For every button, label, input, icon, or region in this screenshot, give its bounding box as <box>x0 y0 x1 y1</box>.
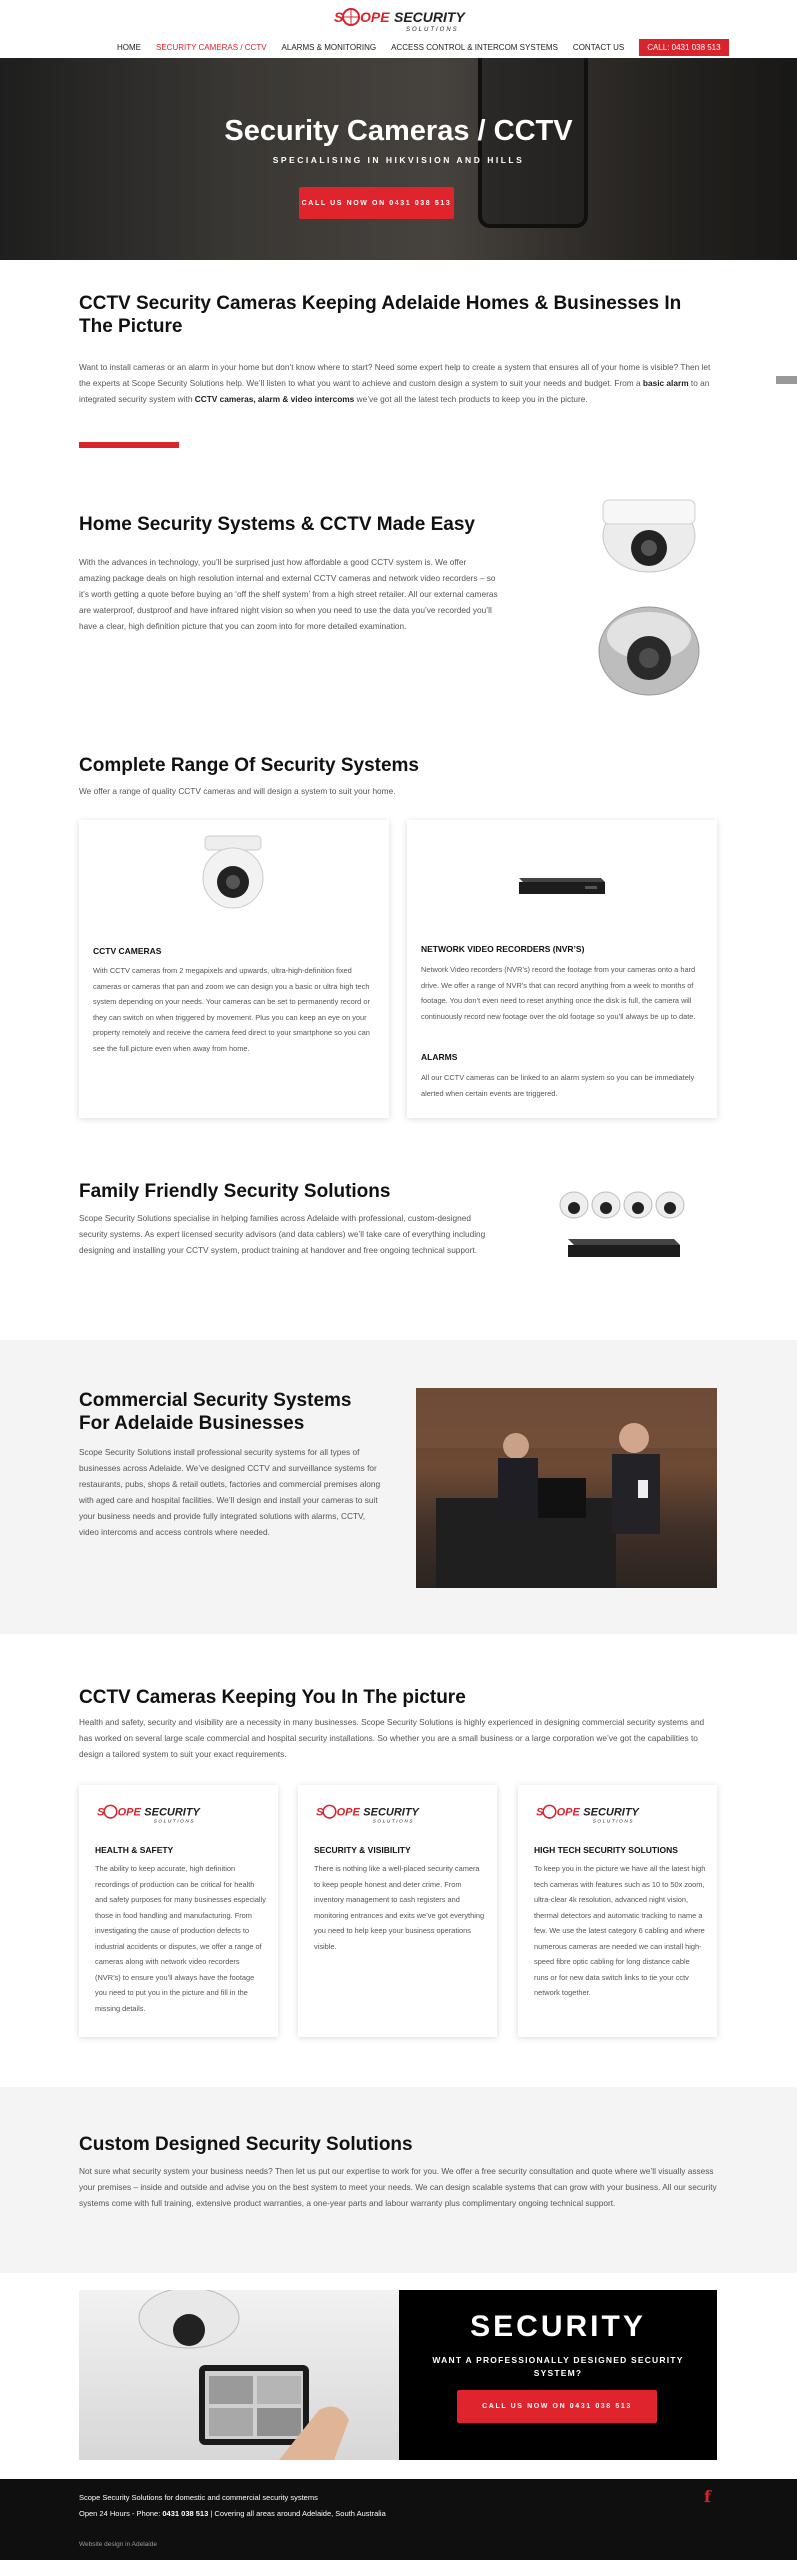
custom-text: Not sure what security system your business needs? Then let us put our expertise to work for you. We offer a free security consultation and quote where we’ll visually assess your premises – inside and outside and advise you on the best system to meet your needs. We can design scalable systems that can grow with your business. All our security systems come with full training, extensive product warranties, a one-year parts and labour warranty plus complimentary ongoing technical support. <box>79 2166 717 2208</box>
nav-call-button[interactable]: CALL: 0431 038 513 <box>639 39 728 56</box>
svg-text:OPE: OPE <box>336 1806 360 1819</box>
svg-text:S: S <box>536 1806 544 1819</box>
card-title: NETWORK VIDEO RECORDERS (NVR’S) <box>421 944 585 954</box>
svg-text:S: S <box>334 9 344 25</box>
footer-contact: Open 24 Hours - Phone: 0431 038 513 | Covering all areas around Adelaide, South Australia <box>79 2509 386 2518</box>
card-title: HIGH TECH SECURITY SOLUTIONS <box>534 1845 678 1855</box>
home-heading: Home Security Systems & CCTV Made Easy <box>79 514 475 535</box>
site-footer <box>0 2479 797 2560</box>
hero-subtitle: SPECIALISING IN HIKVISION AND HILLS <box>272 155 525 165</box>
card-logo <box>532 1803 644 1825</box>
section-divider <box>79 442 179 448</box>
svg-text:S: S <box>316 1806 324 1819</box>
svg-text:SECURITY: SECURITY <box>583 1806 639 1819</box>
camera-kit-image <box>558 1187 692 1263</box>
svg-text:SECURITY: SECURITY <box>144 1806 200 1819</box>
card-text: Network Video recorders (NVR’s) record the footage from your cameras onto a hard drive. We offer a range of NVR’s that can record anything from a week to months of footage. You don’t even need to reset anything once the disk is full, the camera will continuously record new footage over the old footage so you’ll always be up to date. <box>421 965 696 1021</box>
range-subtext: We offer a range of quality CCTV cameras and will design a system to suit your home. <box>79 786 396 796</box>
card-text: With CCTV cameras from 2 megapixels and upwards, ultra-high-definition fixed cameras or cameras that pan and zoom we can design you a basic or ultra high tech system depending on your needs. Your cameras can be set to permanently record or they can switch on when triggered by movement. Plus you can keep an eye on your property remotely and receive the camera feed direct to your smartphone so you can see the full picture even when away from home. <box>93 966 370 1053</box>
turret-camera-image <box>197 834 269 912</box>
main-nav <box>117 36 744 58</box>
svg-text:OPE: OPE <box>360 9 390 25</box>
card-text-alarms: All our CCTV cameras can be linked to an alarm system so you can be immediately alerted when certain events are triggered. <box>421 1073 695 1098</box>
nav-item-alarms[interactable]: ALARMS & MONITORING <box>281 42 377 52</box>
site-header <box>0 0 797 58</box>
commercial-text: Scope Security Solutions install professional security systems for all types of businesses across Adelaide. We’ve designed CCTV and surveillance systems for restaurants, pubs, shops & retail outlets, factories and commercial premises along with aged care and hospital facilities. We’ll design and install your cameras to suit your business needs and provide fully integrated solutions with alarms, CCTV, video intercoms and access controls where needed. <box>79 1447 381 1537</box>
nav-item-access-control[interactable]: ACCESS CONTROL & INTERCOM SYSTEMS <box>391 42 558 52</box>
card-logo <box>312 1803 424 1825</box>
nav-item-security-cameras[interactable]: SECURITY CAMERAS / CCTV <box>156 42 267 52</box>
dome-cameras-image <box>594 496 704 708</box>
banner-title: SECURITY <box>470 2310 646 2343</box>
nav-item-home[interactable]: HOME <box>117 42 141 52</box>
cta-banner <box>79 2290 717 2460</box>
card-logo <box>93 1803 205 1825</box>
footer-tagline: Scope Security Solutions for domestic and commercial security systems <box>79 2493 318 2502</box>
facebook-icon[interactable]: f <box>704 2487 711 2506</box>
card-text: There is nothing like a well-placed security camera to keep people honest and deter crime. From inventory management to cash registers and monitoring entrances and exits we’ve got everything you need to help keep your business operations visible. <box>314 1864 485 1951</box>
site-logo[interactable] <box>330 6 470 34</box>
card-text: To keep you in the picture we have all the latest high tech cameras with features such as 10 to 50x zoom, ultra-clear 4k resolution, advanced night vision, thermal detectors and automatic tracking to name a few. We use the latest category 6 cabling and where numerous cameras are needed we can install high-speed fibre optic cabling for long distance cable runs or for new data switch links to tie your cctv network together. <box>534 1864 706 1997</box>
card-subtitle-alarms: ALARMS <box>421 1052 458 1062</box>
svg-text:OPE: OPE <box>556 1806 580 1819</box>
commercial-heading: Commercial Security Systems For Adelaide Businesses <box>79 1390 352 1434</box>
card-title: HEALTH & SAFETY <box>95 1845 174 1855</box>
nav-item-contact[interactable]: CONTACT US <box>572 42 625 52</box>
family-text: Scope Security Solutions specialise in helping families across Adelaide with professional, custom-designed security systems. As expert licensed security advisors (and data cablers) we’ll take care of everything including designing and installing your CCTV system, product training at handover and free ongoing technical support. <box>79 1213 486 1255</box>
svg-text:SOLUTIONS: SOLUTIONS <box>406 27 459 33</box>
card-nvr <box>407 820 717 1118</box>
svg-text:SOLUTIONS: SOLUTIONS <box>372 1818 415 1824</box>
hero-title: Security Cameras / CCTV <box>224 115 573 147</box>
picture-text: Health and safety, security and visibility are a necessity in many businesses. Scope Security Solutions is highly experienced in designing commercial security systems and has worked on several large scale commercial and hospital security installations. So whether you are a small business or a large corporation we’ve got the capabilities to design a tailored system to suit your exact requirements. <box>79 1717 705 1759</box>
intro-text: Want to install cameras or an alarm in your home but don’t know where to start? Need some expert help to create a system that ensures all of your home is visible? Then let the experts at Scope Security Solutions help. We’ll listen to what you want to achieve and custom design a system to suit your needs and budget. From a basic alarm to an integrated security system with CCTV cameras, alarm & video intercoms we’ve got all the latest tech products to keep you in the picture. <box>79 362 711 404</box>
family-heading: Family Friendly Security Solutions <box>79 1181 391 1202</box>
side-tab[interactable] <box>776 376 797 384</box>
svg-text:SECURITY: SECURITY <box>394 9 465 25</box>
svg-text:S: S <box>97 1806 105 1819</box>
card-title: SECURITY & VISIBILITY <box>314 1845 411 1855</box>
footer-phone[interactable]: 0431 038 513 <box>162 2509 209 2518</box>
card-high-tech <box>518 1785 717 2037</box>
footer-credit-link[interactable]: Website design in Adelaide <box>79 2541 157 2548</box>
home-text: With the advances in technology, you’ll be surprised just how affordable a good CCTV system is. We offer amazing package deals on high resolution internal and external CCTV cameras and network video recorders – so it’s worth getting a quote before buying an ‘off the shelf system’ from a high street retailer. All our external cameras are waterproof, dustproof and have infrared night vision so when you need to use the data you’ve recorded you’ll have a clear, high definition picture that you can zoom into for more detailed examination. <box>79 557 498 631</box>
svg-text:SECURITY: SECURITY <box>363 1806 419 1819</box>
banner-camera-image <box>79 2290 399 2460</box>
custom-heading: Custom Designed Security Solutions <box>79 2134 413 2155</box>
nvr-recorder-image <box>515 870 607 896</box>
range-heading: Complete Range Of Security Systems <box>79 755 419 776</box>
svg-text:OPE: OPE <box>117 1806 141 1819</box>
card-health-safety <box>79 1785 278 2037</box>
commercial-reception-photo <box>416 1388 717 1588</box>
card-text: The ability to keep accurate, high definition recordings of production can be critical for health and safety purposes for many businesses especially those in food handling and manufacturing. From investigating the cause of production defects to industrial accidents or disputes, we offer a range of cameras along with network video recorders (NVR’s) to ensure you’ll always have the footage you need to put you in the picture and fill in the missing details. <box>95 1864 266 2013</box>
hero-banner <box>0 58 797 260</box>
intro-heading: CCTV Security Cameras Keeping Adelaide Homes & Businesses In The Picture <box>79 293 682 337</box>
card-cctv-cameras <box>79 820 389 1118</box>
svg-text:SOLUTIONS: SOLUTIONS <box>592 1818 635 1824</box>
banner-subtitle: WANT A PROFESSIONALLY DESIGNED SECURITY SYSTEM? <box>432 2355 684 2378</box>
banner-call-button[interactable]: CALL US NOW ON 0431 038 513 <box>457 2390 657 2423</box>
hero-call-button[interactable]: CALL US NOW ON 0431 038 513 <box>299 187 454 219</box>
svg-text:SOLUTIONS: SOLUTIONS <box>153 1818 196 1824</box>
picture-heading: CCTV Cameras Keeping You In The picture <box>79 1687 466 1708</box>
card-title: CCTV CAMERAS <box>93 946 162 956</box>
card-security-visibility <box>298 1785 497 2037</box>
